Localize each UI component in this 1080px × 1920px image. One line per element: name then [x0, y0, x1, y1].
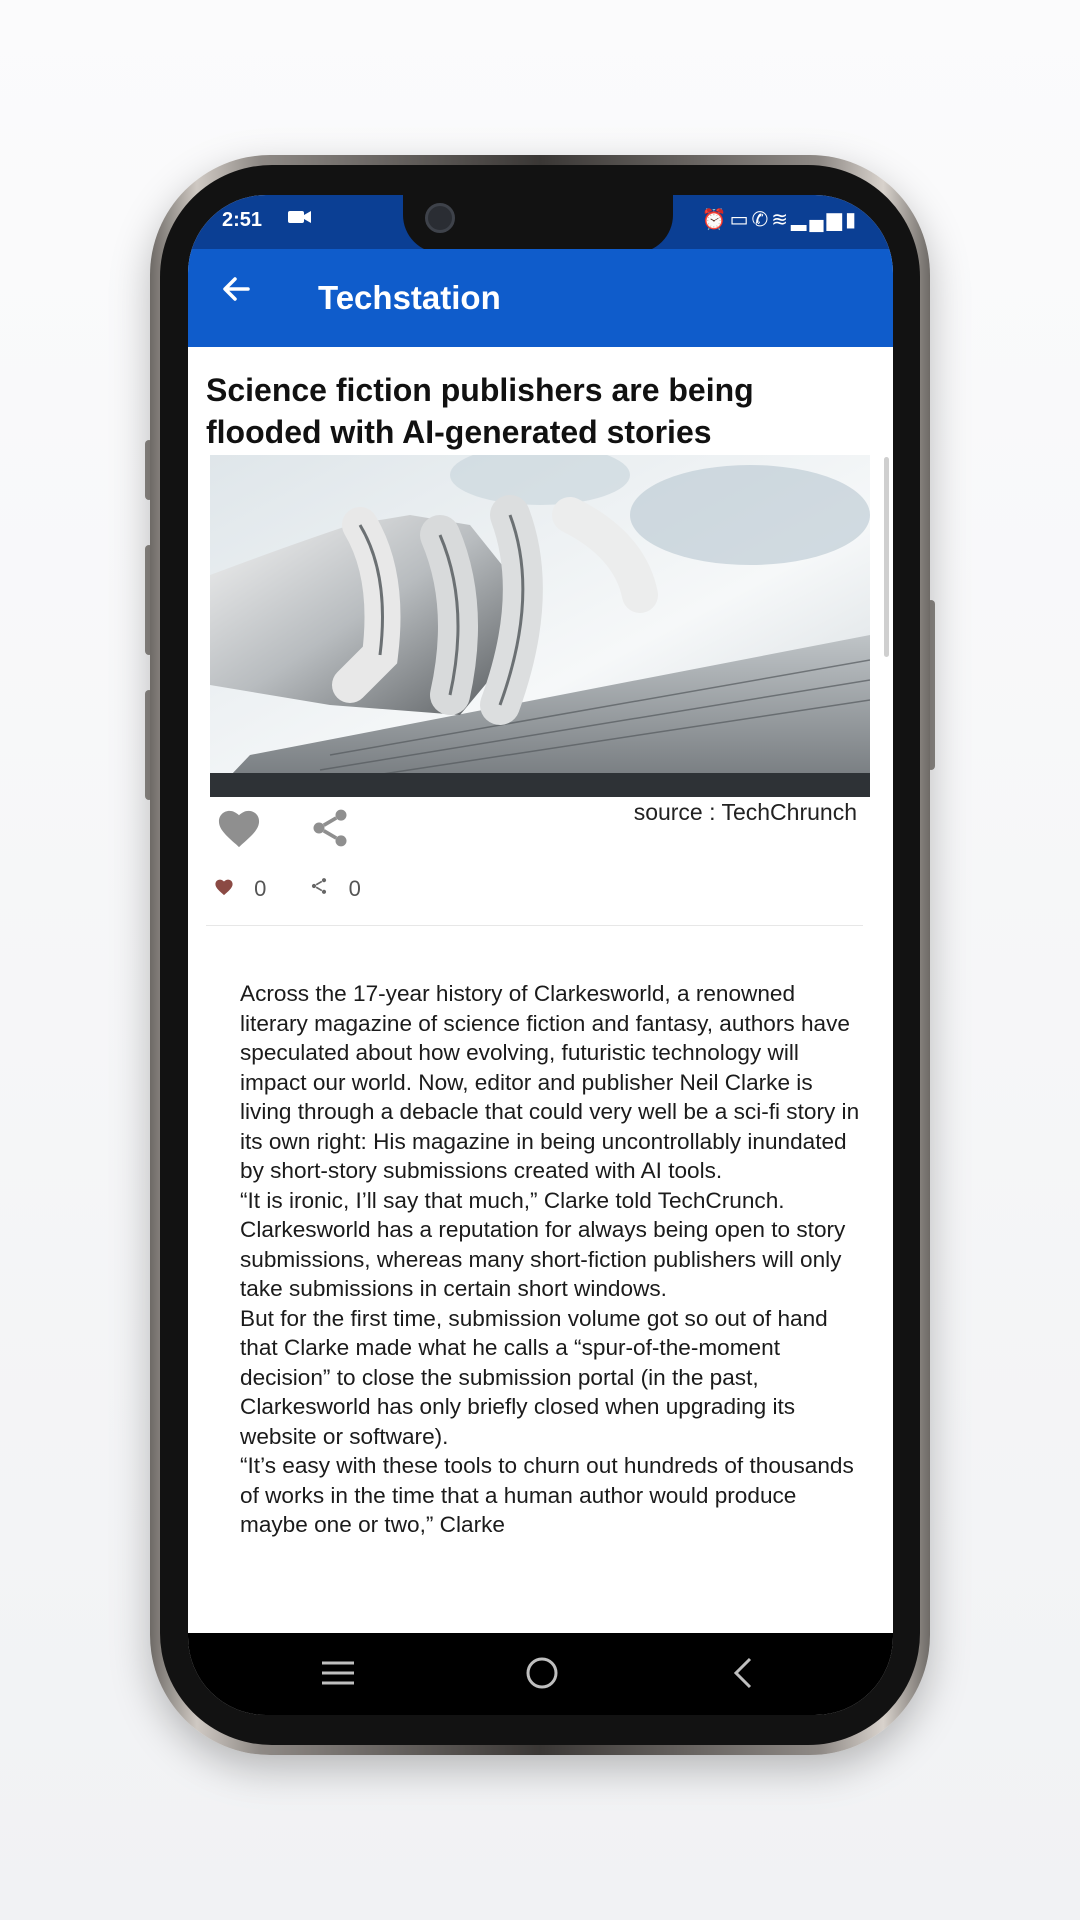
app-title: Techstation [318, 279, 501, 316]
front-camera-icon [425, 203, 455, 233]
article-paragraph: “It is ironic, I’ll say that much,” Clarke told TechCrunch. Clarkesworld has a reputation for always being open to story submissions, whereas many short-fiction publishers will only take submissions in certain short windows. [240, 1187, 846, 1301]
like-button[interactable] [216, 807, 262, 853]
cast-icon: ▭ [729, 209, 752, 231]
share-count: 0 [348, 876, 361, 902]
share-button[interactable] [308, 805, 354, 853]
status-icons [702, 207, 859, 232]
alarm-icon: ⏰ [701, 209, 730, 231]
small-heart-icon [214, 876, 234, 902]
recent-apps-icon[interactable] [320, 1651, 356, 1695]
share-icon [308, 805, 352, 851]
phone-screen [188, 195, 893, 1715]
camera-notch [403, 195, 673, 253]
signal-icon: ▂▄▆ [791, 209, 845, 231]
heart-icon [216, 807, 262, 849]
app-bar [188, 249, 893, 347]
battery-icon: ▮ [844, 209, 859, 231]
arrow-left-icon[interactable] [218, 271, 254, 317]
like-count: 0 [254, 876, 267, 902]
home-icon[interactable] [522, 1651, 562, 1695]
article-paragraph: “It’s easy with these tools to churn out hundreds of thousands of works in the time that a human author would produce maybe one or two,” Clarke [240, 1453, 854, 1537]
status-bar [188, 195, 893, 249]
engagement-counts [214, 875, 361, 902]
wifi-icon: ≋ [771, 209, 792, 231]
scrollbar[interactable] [884, 457, 889, 657]
status-time: 2:51 [222, 209, 263, 231]
video-camera-icon [288, 209, 312, 230]
navigation-bar [188, 1633, 893, 1715]
article-source: source : TechChrunch [633, 799, 857, 825]
article-image [210, 455, 870, 797]
small-share-icon [309, 876, 329, 902]
back-nav-icon[interactable] [728, 1651, 758, 1695]
article-title: Science fiction publishers are being flooded with AI-generated stories [206, 372, 754, 450]
divider [206, 925, 863, 926]
article-paragraph: Across the 17-year history of Clarkesworld, a renowned literary magazine of science fiction and fantasy, authors have speculated about how evolving, futuristic technology will impact our world. Now, editor and publisher Neil Clarke is living through a debacle that could very well be a sci-fi story in its own right: His magazine in being uncontrollably inundated by short-story submissions created with AI tools. [240, 981, 860, 1183]
article-body [240, 979, 860, 1540]
article-view[interactable] [188, 347, 893, 1633]
wifi-calling-icon: ✆ [751, 209, 772, 231]
article-paragraph: But for the first time, submission volume got so out of hand that Clarke made what he calls a “spur-of-the-moment decision” to close the submission portal (in the past, Clarkesworld has only briefly closed when upgrading its website or software). [240, 1305, 828, 1449]
